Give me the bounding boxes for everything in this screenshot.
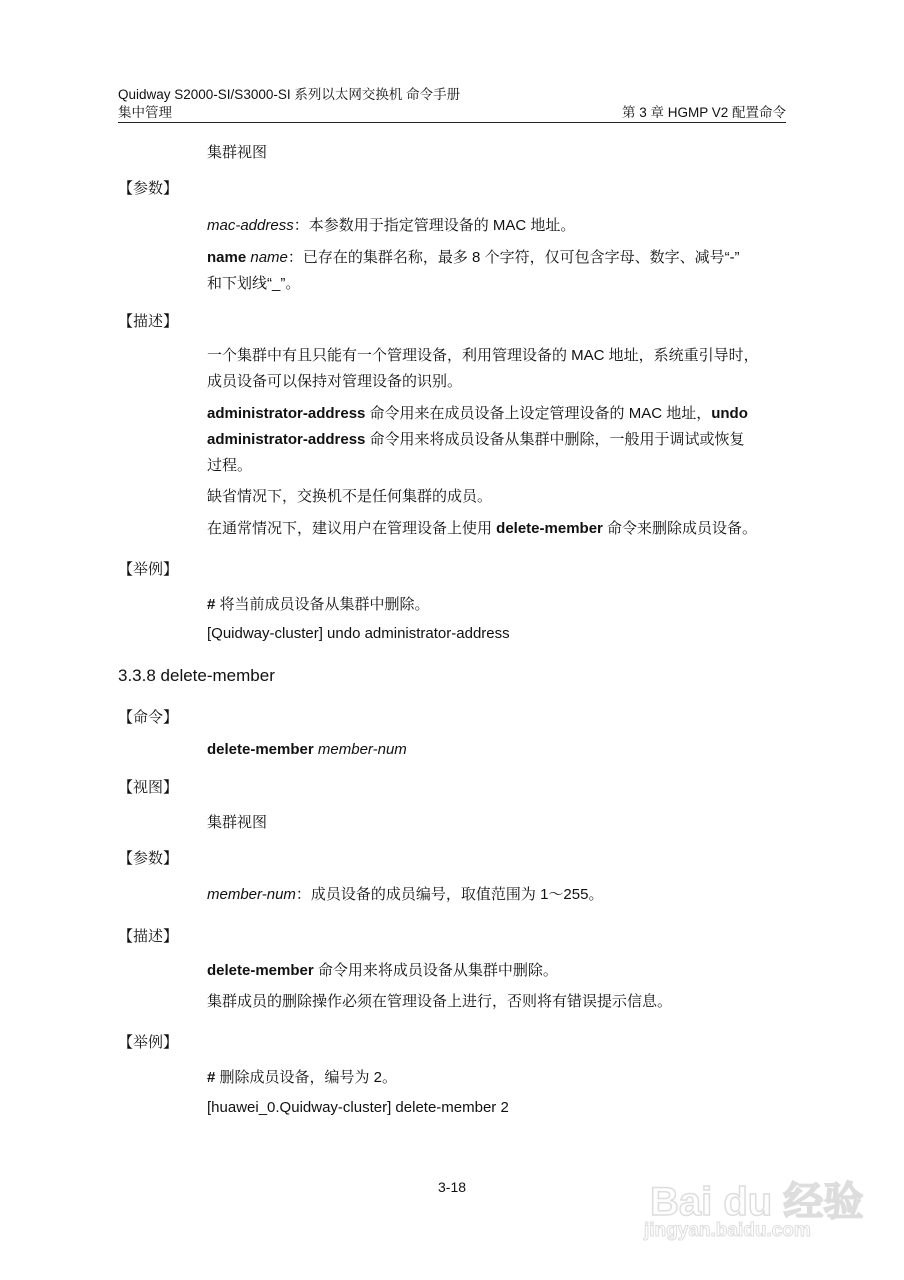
page-number: 3-18: [438, 1179, 467, 1195]
baidu-watermark-logo: Bai du 经验 jingyan.baidu.com: [644, 1180, 864, 1241]
command-syntax: delete-member member-num: [207, 741, 407, 758]
desc-label: 【描述】: [118, 313, 179, 330]
section-heading: 3.3.8 delete-member: [118, 666, 275, 685]
params-label: 【参数】: [118, 180, 179, 197]
desc-para: administrator-address 命令用来在成员设备上设定管理设备的 MAC 地址，undo: [207, 405, 748, 422]
desc-para: 集群成员的删除操作必须在管理设备上进行，否则将有错误提示信息。: [207, 993, 673, 1010]
param-member-num: member-num：成员设备的成员编号，取值范围为 1～255。: [207, 886, 604, 903]
param-mac-address: mac-address：本参数用于指定管理设备的 MAC 地址。: [207, 217, 576, 234]
example-comment: # 将当前成员设备从集群中删除。: [207, 596, 430, 613]
desc-para: 在通常情况下，建议用户在管理设备上使用 delete-member 命令来删除成员设备。: [207, 520, 758, 537]
command-label: 【命令】: [118, 709, 179, 726]
desc-para: 过程。: [207, 457, 253, 474]
view-value: 集群视图: [207, 814, 268, 831]
view-label: 【视图】: [118, 779, 179, 796]
example-comment: # 删除成员设备，编号为 2。: [207, 1069, 398, 1086]
desc-para: delete-member 命令用来将成员设备从集群中删除。: [207, 962, 558, 979]
manual-title: Quidway S2000-SI/S3000-SI 系列以太网交换机 命令手册: [118, 87, 461, 102]
section-name: 集中管理: [118, 105, 172, 120]
desc-label: 【描述】: [118, 928, 179, 945]
example-command: [Quidway-cluster] undo administrator-address: [207, 625, 510, 642]
desc-para: 成员设备可以保持对管理设备的识别。: [207, 373, 463, 390]
desc-para: administrator-address 命令用来将成员设备从集群中删除，一般用于调试或恢复: [207, 431, 745, 448]
view-value: 集群视图: [207, 144, 268, 161]
params-label: 【参数】: [118, 850, 179, 867]
chapter-title: 第 3 章 HGMP V2 配置命令: [621, 105, 786, 120]
desc-para: 缺省情况下，交换机不是任何集群的成员。: [207, 488, 493, 505]
example-command: [huawei_0.Quidway-cluster] delete-member 2: [207, 1099, 509, 1116]
example-label: 【举例】: [118, 561, 179, 578]
param-name: name name：已存在的集群名称，最多 8 个字符，仅可包含字母、数字、减号“-”: [207, 249, 740, 266]
example-label: 【举例】: [118, 1034, 179, 1051]
desc-para: 一个集群中有且只能有一个管理设备，利用管理设备的 MAC 地址，系统重引导时，: [207, 347, 759, 364]
header-rule: [118, 122, 786, 123]
param-name-cont: 和下划线“_”。: [207, 275, 301, 292]
